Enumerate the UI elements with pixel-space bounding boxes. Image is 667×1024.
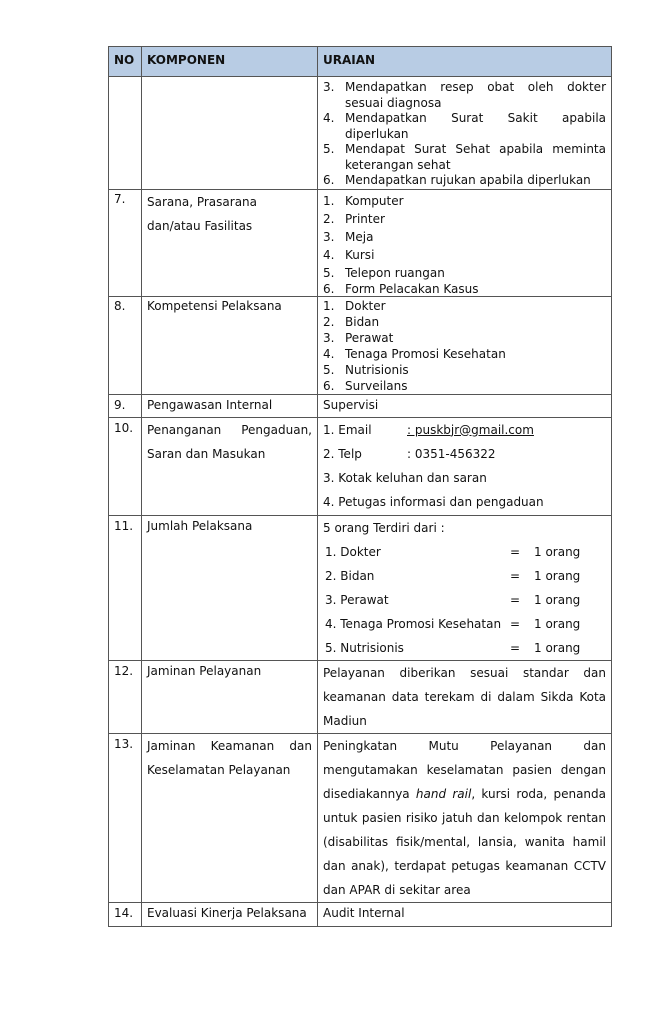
email-link[interactable]: : puskbjr@gmail.com: [407, 422, 534, 437]
contact-email: 1. Email : puskbjr@gmail.com: [323, 418, 606, 442]
complaint-box-item: 3. Kotak keluhan dan saran: [323, 470, 487, 485]
staff-intro: 5 orang Terdiri dari :: [323, 520, 445, 535]
list-item: 5. Nutrisionis: [323, 362, 409, 377]
list-item: 6. Mendapatkan rujukan apabila diperlukan: [323, 173, 591, 187]
staff-list: [323, 540, 606, 660]
row-number: 8.: [109, 296, 142, 394]
list-item: 6. Surveilans: [323, 378, 408, 393]
row-komponen: Pengawasan Internal: [142, 394, 318, 417]
row-uraian: [318, 189, 612, 296]
list-item: 5. Mendapat Surat Sehat apabila meminta keterangan sehat: [323, 142, 606, 172]
table-row: [109, 296, 612, 394]
row-uraian: [318, 296, 612, 394]
row-uraian: Pelayanan diberikan sesuai standar dan keamanan data terekam di dalam Sikda Kota Madiun: [318, 660, 612, 733]
list-item: 2. Printer: [323, 211, 385, 226]
list-item: 3. Meja: [323, 229, 374, 244]
cell-komponen-empty: [142, 77, 318, 190]
list-item: 4. Kursi: [323, 247, 375, 262]
list-item: 4. Mendapatkan Surat Sakit apabila diperlukan: [323, 111, 606, 141]
row-komponen: Penanganan Pengaduan, Saran dan Masukan: [142, 417, 318, 515]
italic-term: hand rail: [415, 786, 472, 801]
list-item: 5. Telepon ruangan: [323, 265, 445, 280]
list-item: 3. Mendapatkan resep obat oleh dokter sesuai diagnosa: [323, 80, 606, 110]
table-row: [109, 189, 612, 296]
list-item: 4. Tenaga Promosi Kesehatan = 1 orang: [325, 616, 581, 631]
table-row-continuation: [109, 77, 612, 190]
row-number: 7.: [109, 189, 142, 296]
header-uraian: URAIAN: [318, 47, 612, 77]
list-item: 2. Bidan = 1 orang: [325, 568, 581, 583]
table-row: [109, 902, 612, 926]
cell-uraian-continuation: [318, 77, 612, 190]
row-uraian: [318, 417, 612, 515]
header-komponen: KOMPONEN: [142, 47, 318, 77]
info-officer-item: 4. Petugas informasi dan pengaduan: [323, 494, 544, 509]
table-row: [109, 515, 612, 660]
list-item: 1. Dokter = 1 orang: [325, 544, 581, 559]
table-row: [109, 660, 612, 733]
row-uraian: [318, 515, 612, 660]
row-uraian: Peningkatan Mutu Pelayanan dan mengutamakan keselamatan pasien dengan disediakannya hand rail, kursi roda, penanda untuk pasien risiko jatuh dan kelompok rentan (disabilitas fisik/mental, lansia, wanita hamil dan anak), terdapat petugas keamanan CCTV dan APAR di sekitar area: [318, 733, 612, 902]
row-komponen: Jumlah Pelaksana: [142, 515, 318, 660]
list-item: 2. Bidan: [323, 314, 380, 329]
cell-no-empty: [109, 77, 142, 190]
list-item: 3. Perawat: [323, 330, 394, 345]
header-no: NO: [109, 47, 142, 77]
row-komponen: Jaminan Keamanan dan Keselamatan Pelayanan: [142, 733, 318, 902]
row-uraian: Supervisi: [318, 394, 612, 417]
row-number: 13.: [109, 733, 142, 902]
row-number: 9.: [109, 394, 142, 417]
row-komponen: Kompetensi Pelaksana: [142, 296, 318, 394]
row-number: 10.: [109, 417, 142, 515]
row-number: 12.: [109, 660, 142, 733]
contact-phone: 2. Telp : 0351-456322: [323, 446, 496, 461]
row-komponen: Jaminan Pelayanan: [142, 660, 318, 733]
row-komponen: Evaluasi Kinerja Pelaksana: [142, 902, 318, 926]
table-header-row: [109, 47, 612, 77]
list-item: 1. Dokter: [323, 298, 386, 313]
table-row: [109, 394, 612, 417]
row-uraian: Audit Internal: [318, 902, 612, 926]
list-item: 4. Tenaga Promosi Kesehatan: [323, 346, 506, 361]
list-item: 5. Nutrisionis = 1 orang: [325, 640, 581, 655]
table-row: [109, 417, 612, 515]
row-number: 11.: [109, 515, 142, 660]
list-item: 3. Perawat = 1 orang: [325, 592, 581, 607]
service-standard-table: [108, 46, 612, 927]
list-item: 1. Komputer: [323, 193, 404, 208]
table-row: [109, 733, 612, 902]
row-number: 14.: [109, 902, 142, 926]
list-item: 6. Form Pelacakan Kasus: [323, 281, 479, 296]
row-komponen: Sarana, Prasarana dan/atau Fasilitas: [142, 189, 318, 296]
